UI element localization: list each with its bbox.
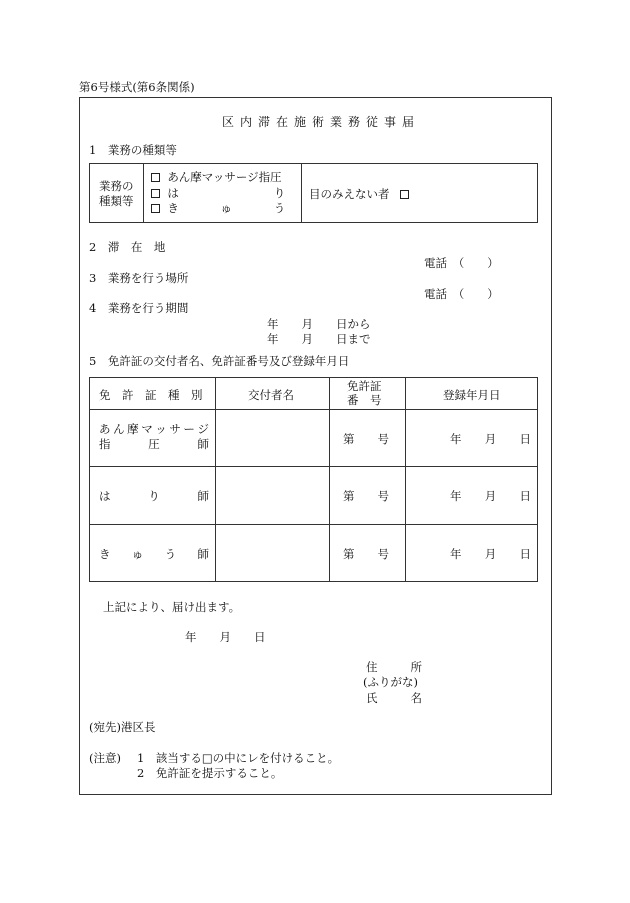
row-1-date: 年 月 日 [450, 432, 531, 446]
addressee: (宛先)港区長 [89, 720, 156, 734]
section-3-heading: 3 業務を行う場所 [89, 271, 189, 285]
form-title: 区内滞在施術業務従事届 [222, 115, 421, 129]
row-1-type-line-1: あ ん 摩 マ ッ サ ー ジ [99, 422, 209, 436]
row-2-number: 第 号 [343, 489, 389, 503]
row-3-date: 年 月 日 [450, 547, 531, 561]
header-license-number: 免許証 番 号 [347, 379, 382, 407]
checkbox-kyu[interactable] [151, 204, 160, 213]
header-issuer: 交付者名 [248, 388, 294, 402]
period-from: 年 月 日から [267, 317, 371, 331]
applicant-furigana-label: (ふりがな) [363, 675, 418, 689]
section-2-heading: 2 滞 在 地 [89, 240, 166, 254]
workplace-phone: 電話 （ ） [424, 287, 499, 301]
note-2: 2 免許証を提示すること。 [137, 766, 283, 780]
section-5-heading: 5 免許証の交付者名、免許証番号及び登録年月日 [89, 354, 350, 368]
header-license-type: 免 許 証 種 別 [99, 388, 203, 402]
form-number-label: 第6号様式(第6条関係) [79, 80, 195, 94]
row-1-type-line-2: 指 圧 師 [99, 437, 209, 451]
blind-option [309, 186, 409, 202]
header-registration-date: 登録年月日 [443, 388, 501, 402]
option-anma: あん摩マッサージ指圧 [151, 170, 285, 186]
checkbox-anma[interactable] [151, 173, 160, 182]
section-4-heading: 4 業務を行う期間 [89, 301, 189, 315]
section-1-heading: 1 業務の種類等 [89, 143, 177, 157]
applicant-address-label: 住 所 [366, 660, 422, 674]
business-type-row-label: 業務の 種類等 [99, 179, 134, 208]
submission-date: 年 月 日 [185, 630, 266, 644]
option-hari: は り [151, 186, 285, 202]
period-until: 年 月 日まで [267, 332, 371, 346]
row-2-type: は り 師 [99, 489, 209, 503]
blind-label: 目のみえない者 [309, 187, 390, 201]
option-kyu: き ゅ う [151, 201, 285, 217]
row-1-number: 第 号 [343, 432, 389, 446]
checkbox-hari[interactable] [151, 189, 160, 198]
row-2-date: 年 月 日 [450, 489, 531, 503]
checkbox-blind[interactable] [400, 190, 409, 199]
row-3-number: 第 号 [343, 547, 389, 561]
stay-phone: 電話 （ ） [424, 256, 499, 270]
note-1: 1 該当する□の中にレを付けること。 [137, 751, 340, 765]
row-3-type: き ゅ う 師 [99, 547, 209, 561]
declaration-text: 上記により、届け出ます。 [103, 600, 241, 614]
business-type-options [151, 170, 285, 217]
applicant-name-label: 氏 名 [366, 691, 422, 705]
notes-label: (注意) [89, 751, 121, 765]
